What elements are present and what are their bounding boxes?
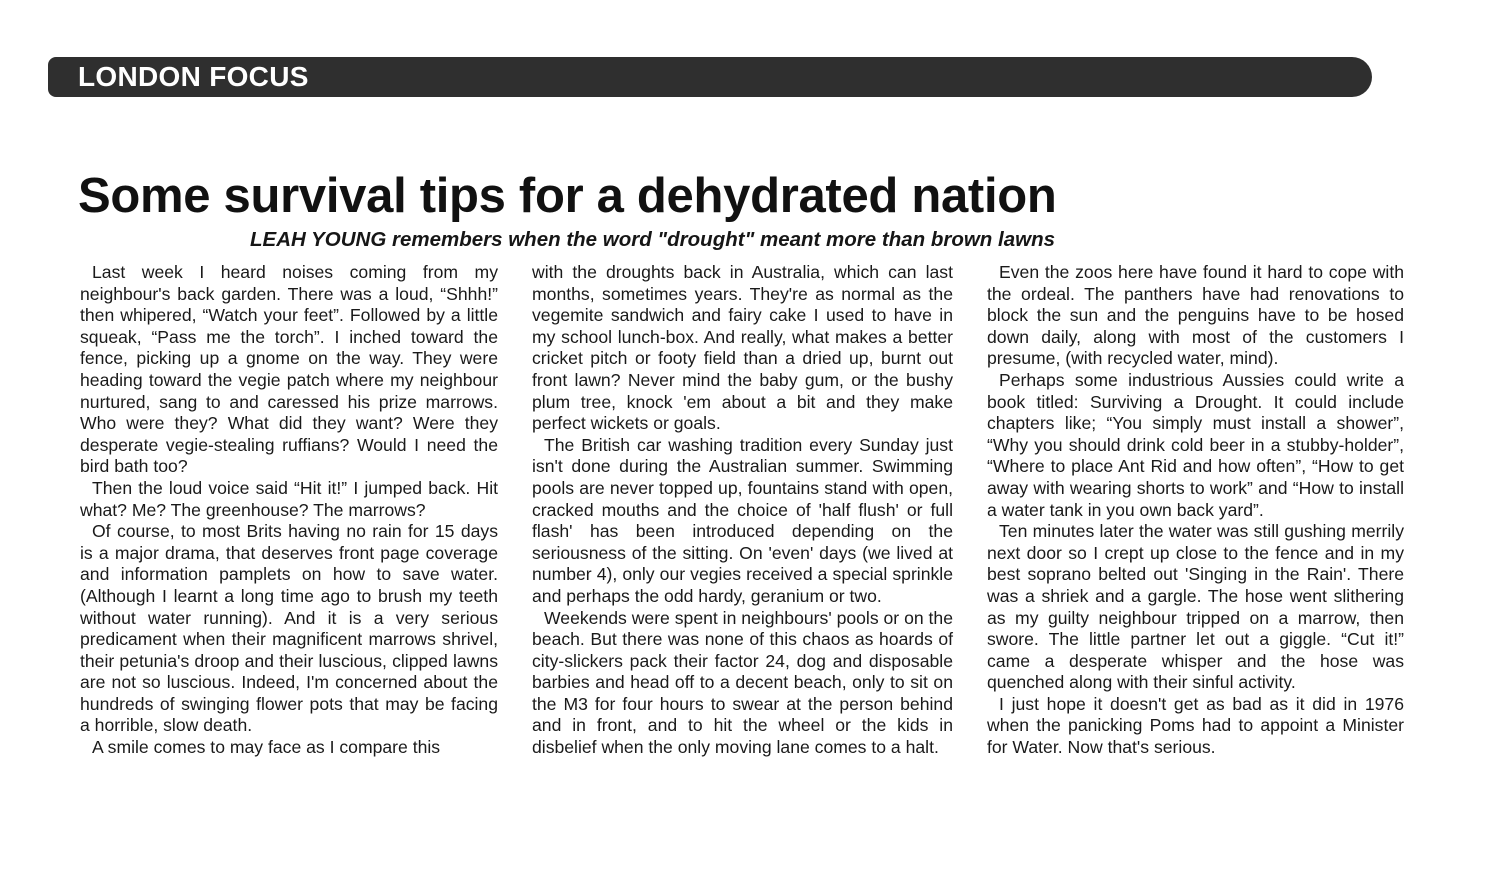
paragraph: Even the zoos here have found it hard to cope with the ordeal. The panthers have had renovations to block the sun and the penguins have to be hosed down daily, along with most of the customers I presume, (with recycled water, mind). bbox=[987, 262, 1404, 369]
article-headline: Some survival tips for a dehydrated nation bbox=[78, 169, 1057, 223]
section-banner bbox=[48, 57, 1372, 97]
paragraph: Of course, to most Brits having no rain for 15 days is a major drama, that deserves front page coverage and information pamplets on how to save water. (Although I learnt a long time ago to brush my teeth without water running). And it is a very serious predicament when their magnificent marrows shrivel, their petunia's droop and their luscious, clipped lawns are not so luscious. Indeed, I'm concerned about the hundreds of swinging flower pots that may be facing a horrible, slow death. bbox=[80, 521, 498, 736]
article-column-2 bbox=[532, 262, 953, 759]
paragraph: Perhaps some industrious Aussies could write a book titled: Surviving a Drought. It could include chapters like; “You simply must install a shower”, “Why you should drink cold beer in a stubby-holder”, “Where to place Ant Rid and how often”, “How to get away with wearing shorts to work” and “How to install a water tank in you own back yard”. bbox=[987, 369, 1404, 520]
paragraph: A smile comes to may face as I compare this bbox=[92, 737, 441, 758]
paragraph: Then the loud voice said “Hit it!” I jumped back. Hit what? Me? The greenhouse? The marrows? bbox=[80, 477, 498, 520]
section-label: LONDON FOCUS bbox=[78, 61, 309, 92]
paragraph: The British car washing tradition every Sunday just isn't done during the Australian summer. Swimming pools are never topped up, fountains stand with open, cracked mouths and the choice of 'half flush' or full flash' has been introduced depending on the seriousness of the sitting. On 'even' days (we lived at number 4), only our vegies received a special sprinkle and perhaps the odd hardy, geranium or two. bbox=[532, 434, 953, 606]
paragraph: Last week I heard noises coming from my neighbour's back garden. There was a loud, “Shhh!” then whipered, “Watch your feet”. Followed by a little squeak, “Pass me the torch”. I inched toward the fence, picking up a gnome on the way. They were heading toward the vegie patch where my neighbour nurtured, sang to and caressed his prize marrows. Who were they? What did they want? Were they desperate vegie-stealing ruffians? Would I need the bird bath too? bbox=[80, 262, 498, 477]
article-column-3 bbox=[987, 262, 1404, 759]
paragraph: with the droughts back in Australia, which can last months, sometimes years. They're as normal as the vegemite sandwich and fairy cake I used to have in my school lunch-box. And really, what makes a better cricket pitch or footy field than a dried up, burnt out front lawn? Never mind the baby gum, or the bushy plum tree, knock 'em about a bit and they make perfect wickets or goals. bbox=[532, 262, 953, 434]
paragraph: Ten minutes later the water was still gushing merrily next door so I crept up close to the fence and in my best soprano belted out 'Singing in the Rain'. There was a shriek and a gargle. The hose went slithering as my guilty neighbour tripped on a marrow, then swore. The little partner let out a giggle. “Cut it!” came a desperate whisper and the hose was quenched along with their sinful activity. bbox=[987, 521, 1404, 693]
article-byline: LEAH YOUNG remembers when the word "drought" meant more than brown lawns bbox=[250, 228, 1055, 251]
article-column-1 bbox=[80, 262, 498, 759]
paragraph: Weekends were spent in neighbours' pools or on the beach. But there was none of this chaos as hoards of city-slickers pack their factor 24, dog and disposable barbies and head off to a decent beach, only to sit on the M3 for four hours to swear at the person behind and in front, and to hit the wheel or the kids in disbelief when the only moving lane comes to a halt. bbox=[532, 607, 953, 758]
paragraph: I just hope it doesn't get as bad as it did in 1976 when the panicking Poms had to appoint a Minister for Water. Now that's serious. bbox=[987, 693, 1404, 758]
